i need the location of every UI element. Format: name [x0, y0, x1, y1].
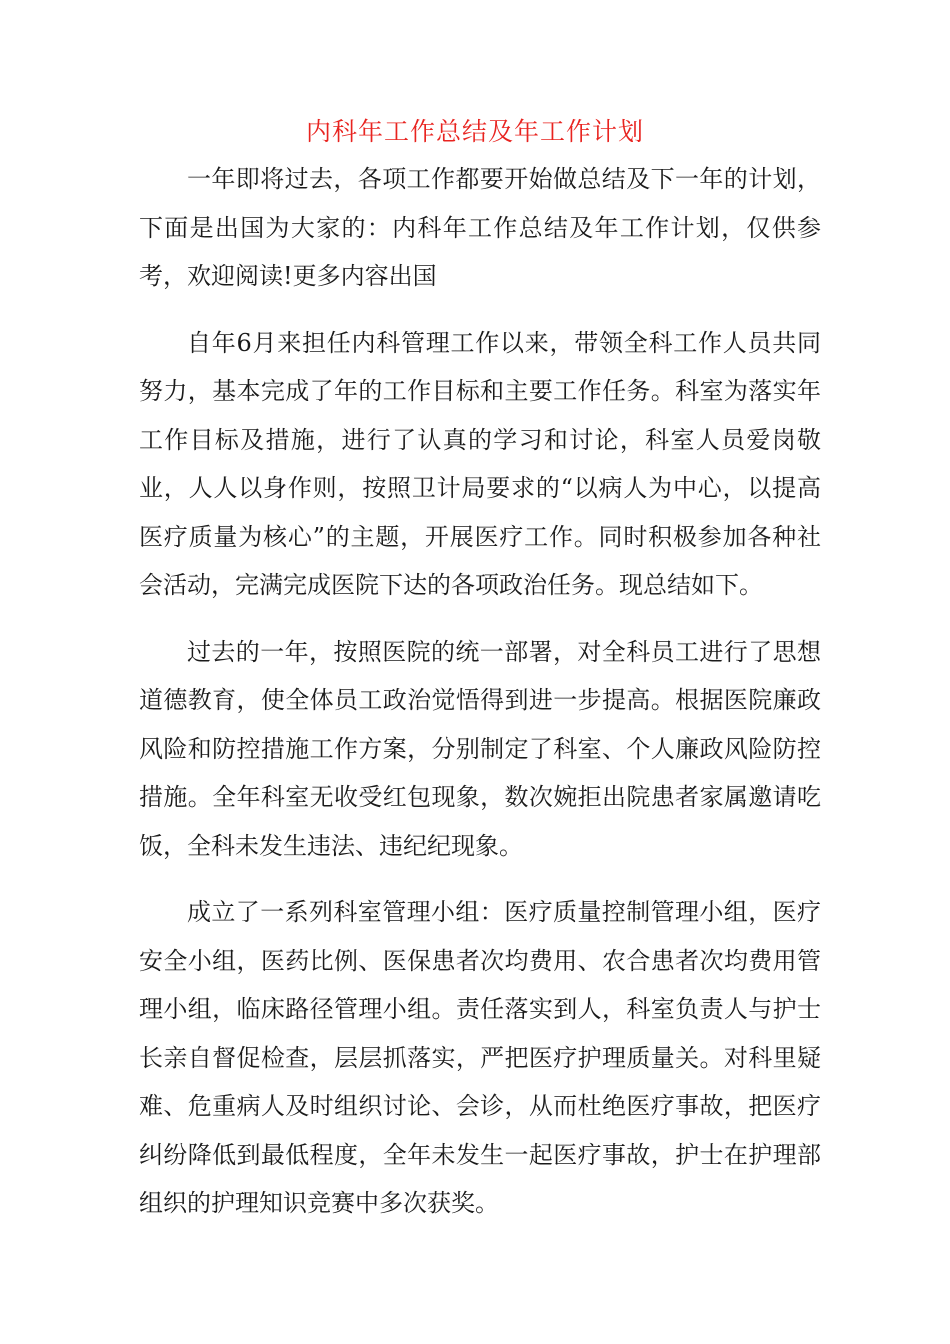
- paragraph-management-groups: 成立了一系列科室管理小组：医疗质量控制管理小组，医疗安全小组，医药比例、医保患者次均费用、农合患者次均费用管理小组，临床路径管理小组。责任落实到人，科室负责人与护士长亲自督促检查，层层抓落实，严把医疗护理质量关。对科里疑难、危重病人及时组织讨论、会诊，从而杜绝医疗事故，把医疗纠纷降低到最低程度，全年未发生一起医疗事故，护士在护理部组织的护理知识竞赛中多次获奖。: [139, 898, 821, 1217]
- paragraph-ethics: 过去的一年，按照医院的统一部署，对全科员工进行了思想道德教育，使全体员工政治觉悟得到进一步提高。根据医院廉政风险和防控措施工作方案，分别制定了科室、个人廉政风险防控措施。全年科室无收受红包现象，数次婉拒出院患者家属邀请吃饭，全科未发生违法、违纪纪现象。: [139, 637, 821, 860]
- document-title: 内科年工作总结及年工作计划: [305, 117, 644, 146]
- paragraph-overview: 自年6月来担任内科管理工作以来，带领全科工作人员共同努力，基本完成了年的工作目标和主要工作任务。科室为落实年工作目标及措施，进行了认真的学习和讨论，科室人员爱岗敬业，人人以身作则，按照卫计局要求的“以病人为中心，以提高医疗质量为核心”的主题，开展医疗工作。同时积极参加各种社会活动，完满完成医院下达的各项政治任务。现总结如下。: [139, 328, 821, 599]
- document-body: [139, 155, 821, 1228]
- paragraph-intro: 一年即将过去，各项工作都要开始做总结及下一年的计划，下面是出国为大家的：内科年工作总结及年工作计划，仅供参考，欢迎阅读!更多内容出国: [139, 165, 821, 290]
